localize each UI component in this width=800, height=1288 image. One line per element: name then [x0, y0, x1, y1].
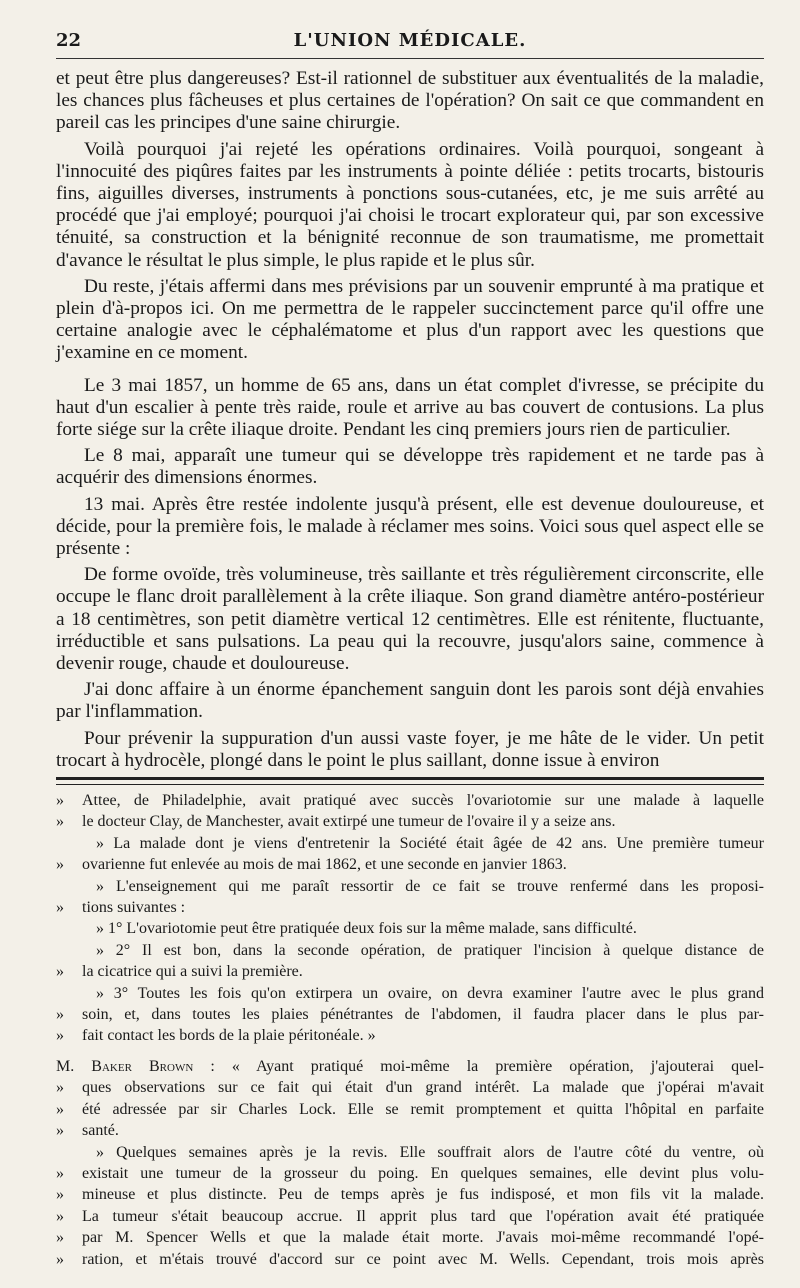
paragraph: Voilà pourquoi j'ai rejeté les opérations ordinaires. Voilà pourquoi, songeant à l'innocuité des piqûres faites par les instruments à pointe déliée : petits trocarts, bistouris fins, aiguilles diverses, instruments à ponctions sous-cutanées, etc, je me suis arrêté au procédé que j'ai employé; pourquoi j'ai choisi le trocart explorateur qui, par son excessive ténuité, sa construction et la bénignité reconnue de son traumatisme, me promettait d'avance le résultat le plus simple, le plus rapide et le plus sûr.: [56, 138, 764, 271]
paragraph: Du reste, j'étais affermi dans mes prévisions par un souvenir emprunté à ma pratique et plein d'à-propos ici. On me permettra de le rappeler succinctement parce qu'il offre une certaine analogie avec le céphalématome et plus d'un rapport avec les questions que j'examine en ce moment.: [56, 275, 764, 364]
paragraph: 13 mai. Après être restée indolente jusqu'à présent, elle est devenue douloureuse, et décide, pour la première fois, le malade à réclamer mes soins. Voici sous quel aspect elle se présente :: [56, 493, 764, 560]
footnote-line: » ration, et m'étais trouvé d'accord sur ce point avec M. Wells. Cependant, trois mois après: [56, 1250, 764, 1268]
paragraph: Pour prévenir la suppuration d'un aussi vaste foyer, je me hâte de le vider. Un petit trocart à hydrocèle, plongé dans le point le plus saillant, donne issue à environ: [56, 727, 764, 771]
footnotes: [56, 790, 764, 1270]
footnote-line: » 1° L'ovariotomie peut être pratiquée deux fois sur la même malade, sans difficulté.: [96, 920, 637, 938]
footnote-line: » la cicatrice qui a suivi la première.: [56, 963, 303, 981]
page-header: [56, 30, 764, 56]
speaker-line: M. Baker Brown : « Ayant pratiqué moi-même la première opération, j'ajouterai quel-: [56, 1057, 764, 1075]
footnote-line: » par M. Spencer Wells et que la malade était morte. J'avais moi-même recommandé l'opé-: [56, 1229, 764, 1247]
footnote-line: » Attee, de Philadelphie, avait pratiqué avec succès l'ovariotomie sur une malade à laquelle: [56, 792, 764, 809]
footnote-line: » L'enseignement qui me paraît ressortir de ce fait se trouve renfermé dans les proposi-: [96, 877, 764, 895]
footnote-line: » La malade dont je viens d'entretenir la Société était âgée de 42 ans. Une première tumeur: [96, 834, 764, 852]
speaker-name: M. Baker Brown :: [56, 1057, 215, 1075]
paragraph: Le 3 mai 1857, un homme de 65 ans, dans un état complet d'ivresse, se précipite du haut d'un escalier à pente très raide, roule et arrive au bas couvert de contusions. La plus forte siége sur la crête iliaque droite. Pendant les cinq premiers jours rien de particulier.: [56, 374, 764, 441]
footnote-line: » été adressée par sir Charles Lock. Elle se remit promptement et quitta l'hôpital en parfaite: [56, 1100, 764, 1118]
main-text: [56, 68, 764, 776]
footnote-line: » La tumeur s'était beaucoup accrue. Il apprit plus tard que l'opération avait été pratiquée: [56, 1207, 764, 1225]
page-number: 22: [56, 30, 82, 51]
footnote-line: » tions suivantes :: [56, 899, 186, 917]
footnote-line: » 3° Toutes les fois qu'on extirpera un ovaire, on devra examiner l'autre avec le plus grand: [96, 984, 764, 1002]
footnote-line: » Quelques semaines après je la revis. Elle souffrait alors de l'autre côté du ventre, où: [96, 1143, 764, 1161]
footnote-line: » le docteur Clay, de Manchester, avait extirpé une tumeur de l'ovaire il y a seize ans.: [56, 813, 616, 831]
paragraph: J'ai donc affaire à un énorme épanchement sanguin dont les parois sont déjà envahies par l'inflammation.: [56, 679, 764, 723]
footnote-line: » mineuse et plus distincte. Peu de temps après je fus indisposé, et mon fils vit la malade.: [56, 1186, 764, 1204]
footnote-line: » existait une tumeur de la grosseur du poing. En quelques semaines, elle devint plus volu-: [56, 1164, 764, 1182]
running-title: L'UNION MÉDICALE.: [293, 30, 527, 51]
footnote-line: » fait contact les bords de la plaie péritonéale. »: [56, 1027, 376, 1045]
footnote-line: » ovarienne fut enlevée au mois de mai 1862, et une seconde en janvier 1863.: [56, 856, 567, 874]
paragraph: Le 8 mai, apparaît une tumeur qui se développe très rapidement et ne tarde pas à acquérir des dimensions énormes.: [56, 445, 764, 489]
paragraph: De forme ovoïde, très volumineuse, très saillante et très régulièrement circonscrite, elle occupe le flanc droit parallèlement à la crête iliaque. Son grand diamètre antéro-postérieur a 18 centimètres, son petit diamètre vertical 12 centimètres. Elle est rénitente, fluctuante, irréductible et sans pulsations. La peau qui la recouvre, jusqu'alors saine, commence à devenir rouge, chaude et douloureuse.: [56, 564, 764, 675]
footnote-line: » santé.: [56, 1122, 119, 1140]
footnote-line: » ques observations sur ce fait qui était d'un grand intérêt. La malade que j'opérai m'avait: [56, 1079, 764, 1097]
footnote-line: » 2° Il est bon, dans la seconde opération, de pratiquer l'incision à quelque distance de: [96, 941, 764, 959]
paragraph: et peut être plus dangereuses? Est-il rationnel de substituer aux éventualités de la maladie, les chances plus fâcheuses et plus certaines de l'opération? On sait ce que commandent en pareil cas les principes d'une saine chirurgie.: [56, 68, 764, 134]
footnote-separator: [56, 777, 764, 785]
footnote-line: » soin, et, dans toutes les plaies pénétrantes de l'abdomen, il faudra placer dans le plus par-: [56, 1006, 764, 1024]
header-rule: [56, 58, 764, 59]
